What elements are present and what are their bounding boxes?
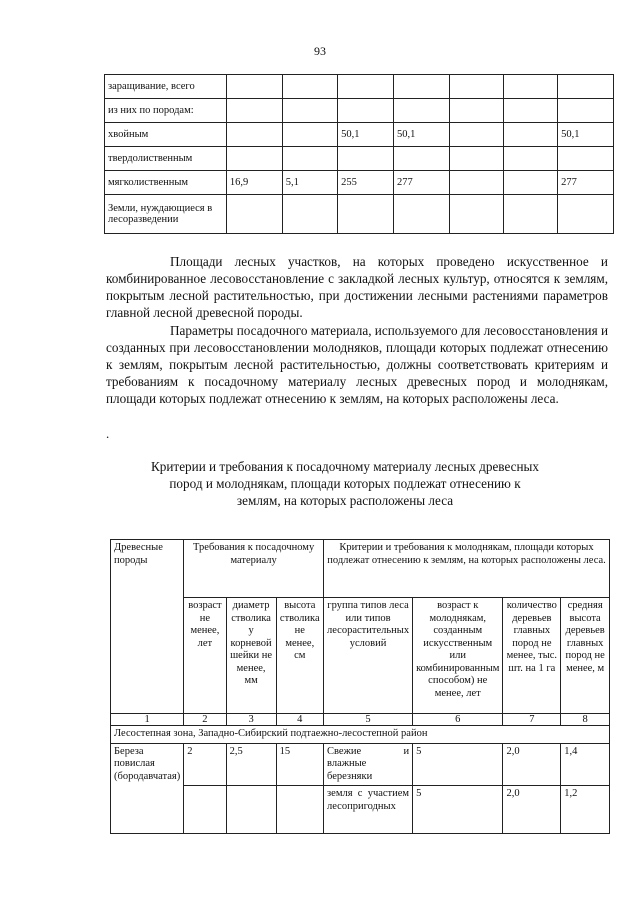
row-young-age: 5 [413,786,503,834]
table1-cell: 50,1 [338,123,394,147]
page-number: 93 [314,44,326,58]
table1-cell [503,99,557,123]
table1-cell [449,171,503,195]
row-average-height: 1,2 [561,786,610,834]
column-number: 3 [226,714,276,726]
table1-cell [558,99,614,123]
subheader-forest-type-group: группа типов леса или типов лесорастительных условий [324,598,413,714]
table1-cell [282,147,337,171]
zone-row: Лесостепная зона, Западно-Сибирский подтаежно-лесостепной район [111,726,610,744]
row-young-age: 5 [413,743,503,786]
row-height: 15 [276,743,323,786]
table1-cell [282,195,337,234]
row-average-height: 1,4 [561,743,610,786]
table1-cell [558,75,614,99]
column-number: 2 [184,714,226,726]
table1-row [105,75,614,99]
table1-cell [282,75,337,99]
table1-row-label: твердолиственным [105,147,227,171]
row-forest-type-group: Свежие и влажные березняки [324,743,413,786]
table1-cell [449,99,503,123]
column-number: 5 [324,714,413,726]
table1-cell: 255 [338,171,394,195]
table1-cell [226,99,282,123]
table1-row-label: хвойным [105,123,227,147]
column-number: 4 [276,714,323,726]
paragraph-forest-restoration: Площади лесных участков, на которых проведено искусственное и комбинированное лесовосстановление с закладкой лесных культур, относятся к землям, покрытым лесной растительностью, при достижении лесными растениями параметров главной лесной древесной породы. [106,254,608,320]
table1-cell [282,99,337,123]
table1-row-label: из них по породам: [105,99,227,123]
table1-cell [338,75,394,99]
table1-row-label: Земли, нуждающиеся в лесоразведении [105,195,227,234]
column-number: 7 [503,714,561,726]
subheader-tree-count: количество деревьев главных пород не менее, тыс. шт. на 1 га [503,598,561,714]
table1-cell [503,171,557,195]
column-number: 6 [413,714,503,726]
table1-cell: 5,1 [282,171,337,195]
table1-cell [503,147,557,171]
row-height [276,786,323,834]
table1-cell [338,195,394,234]
table1-cell [226,195,282,234]
table1-row-label: заращивание, всего [105,75,227,99]
table1-cell: 16,9 [226,171,282,195]
column-number: 8 [561,714,610,726]
subheader-height: высота стволика не менее, см [276,598,323,714]
header-planting-requirements: Требования к посадочному материалу [184,540,324,598]
table1-cell [226,147,282,171]
table2-title: Критерии и требования к посадочному материалу лесных древесных пород и молоднякам, площади которых подлежат отнесению к землям, на которых расположены леса [150,459,539,508]
subheader-diameter: диаметр стволика у корневой шейки не менее, мм [226,598,276,714]
table1-cell [393,147,449,171]
table1-cell [393,75,449,99]
subheader-young-age: возраст к молоднякам, созданным искусственным или комбинированным способом) не менее, лет [413,598,503,714]
table1-row [105,123,614,147]
table1-cell: 277 [558,171,614,195]
table1-cell: 277 [393,171,449,195]
table1-row-label: мягколиственным [105,171,227,195]
row-tree-count: 2,0 [503,743,561,786]
table1-cell [226,75,282,99]
table1-cell [558,195,614,234]
table1-cell [449,75,503,99]
table1-cell [226,123,282,147]
species-name: Береза повислая (бородавчатая) [111,743,184,834]
subheader-average-height: средняя высота деревьев главных пород не менее, м [561,598,610,714]
table1-cell [503,195,557,234]
table1-row [105,171,614,195]
column-number: 1 [111,714,184,726]
table1-cell [338,147,394,171]
table1-cell [449,123,503,147]
table1-cell [503,123,557,147]
table1-cell: 50,1 [393,123,449,147]
land-area-table [104,74,614,234]
paragraph-planting-parameters: Параметры посадочного материала, используемого для лесовосстановления и созданных при лесовосстановлении молодняков, площади которых подлежат отнесению к землям, покрытым лесной растительностью, должны соответствовать критериям и требованиям к посадочному материалу лесных древесных пород и молоднякам, площади которых подлежат отнесению к землям, на которых расположены леса. [106,323,608,406]
header-young-stand-criteria: Критерии и требования к молоднякам, площади которых подлежат отнесению к землям, на которых расположены леса. [324,540,610,598]
table1-cell: 50,1 [558,123,614,147]
table1-cell [449,195,503,234]
row-diameter: 2,5 [226,743,276,786]
table1-row [105,147,614,171]
stray-dot: . [106,426,110,441]
row-forest-type-group: земля с участием лесопригодных [324,786,413,834]
table1-cell [393,195,449,234]
row-age [184,786,226,834]
subheader-age: возраст не менее, лет [184,598,226,714]
row-diameter [226,786,276,834]
header-species: Древесные породы [111,540,184,714]
table1-cell [393,99,449,123]
table1-row [105,195,614,234]
row-tree-count: 2,0 [503,786,561,834]
table1-cell [282,123,337,147]
table1-row [105,99,614,123]
row-age: 2 [184,743,226,786]
table1-cell [449,147,503,171]
table1-cell [503,75,557,99]
table1-cell [558,147,614,171]
table1-cell [338,99,394,123]
planting-criteria-table [110,539,610,834]
